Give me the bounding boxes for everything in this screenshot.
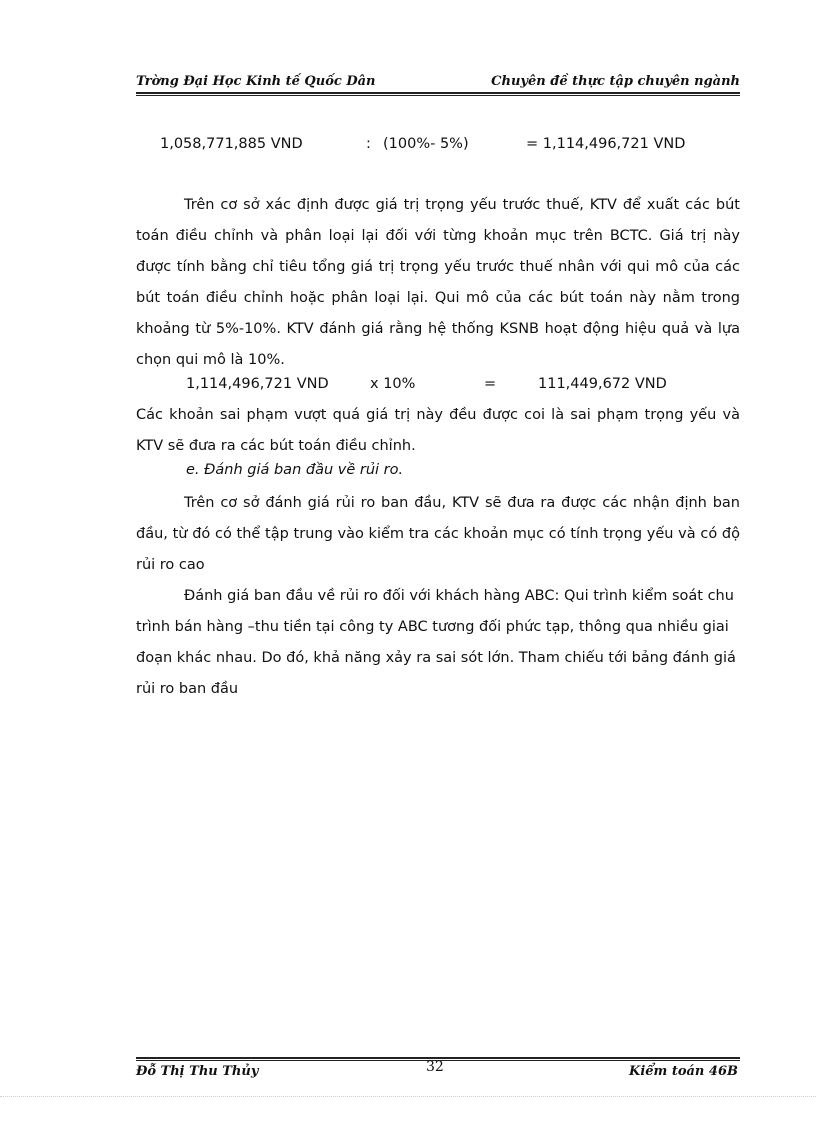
calc1-operator: : [366, 136, 371, 152]
section-heading: e. Đánh giá ban đầu về rủi ro. [186, 462, 404, 478]
page-bottom-border [0, 1096, 816, 1097]
paragraph-line: khoảng từ 5%-10%. KTV đánh giá rằng hệ thống KSNB hoạt động hiệu quả và lựa [136, 321, 740, 337]
paragraph-line: Trên cơ sở đánh giá rủi ro ban đầu, KTV sẽ đưa ra được các nhận định ban [184, 495, 740, 511]
calc1-divisor: (100%- 5%) [383, 136, 469, 152]
footer-class: Kiểm toán 46B [629, 1064, 738, 1079]
paragraph-line: Đánh giá ban đầu về rủi ro đối với khách hàng ABC: Qui trình kiểm soát chu [184, 588, 734, 604]
calc2-operator: x 10% [370, 376, 416, 392]
paragraph-line: đoạn khác nhau. Do đó, khả năng xảy ra sai sót lớn. Tham chiếu tới bảng đánh giá [136, 650, 736, 666]
footer-author: Đỗ Thị Thu Thủy [136, 1064, 259, 1079]
page-header [136, 74, 740, 94]
paragraph-line: bút toán điều chỉnh hoặc phân loại lại. Qui mô của các bút toán này nằm trong [136, 290, 740, 306]
paragraph-initial-risk [136, 488, 740, 581]
paragraph-abc-risk [136, 581, 740, 705]
calc1-amount: 1,058,771,885 VND [160, 136, 303, 152]
paragraph-line: được tính bằng chỉ tiêu tổng giá trị trọng yếu trước thuế nhân với qui mô của các [136, 259, 740, 275]
calc2-equals: = [484, 376, 497, 392]
header-rule [136, 92, 740, 94]
paragraph-line: KTV sẽ đưa ra các bút toán điều chỉnh. [136, 438, 416, 454]
calc2-result: 111,449,672 VND [538, 376, 667, 392]
paragraph-line: rủi ro cao [136, 557, 205, 573]
calc2-amount: 1,114,496,721 VND [186, 376, 329, 392]
page-number: 32 [426, 1059, 444, 1075]
paragraph-line: Các khoản sai phạm vượt quá giá trị này đều được coi là sai phạm trọng yếu và [136, 407, 740, 423]
paragraph-line: chọn qui mô là 10%. [136, 352, 285, 368]
header-report-title: Chuyên đề thực tập chuyên ngành [491, 74, 740, 89]
paragraph-line: đầu, từ đó có thể tập trung vào kiểm tra các khoản mục có tính trọng yếu và có độ [136, 526, 740, 542]
header-rule-thin [136, 95, 740, 96]
paragraph-line: Trên cơ sở xác định được giá trị trọng yếu trước thuế, KTV để xuất các bút [184, 197, 740, 213]
header-university: Trờng Đại Học Kinh tế Quốc Dân [136, 74, 376, 89]
paragraph-line: toán điều chỉnh và phân loại lại đối với từng khoản mục trên BCTC. Giá trị này [136, 228, 740, 244]
calc1-result: = 1,114,496,721 VND [526, 136, 686, 152]
paragraph-line: trình bán hàng –thu tiền tại công ty ABC tương đối phức tạp, thông qua nhiều giai [136, 619, 729, 635]
paragraph-misstatement [136, 400, 740, 462]
paragraph-line: rủi ro ban đầu [136, 681, 239, 697]
paragraph-materiality [136, 190, 740, 376]
